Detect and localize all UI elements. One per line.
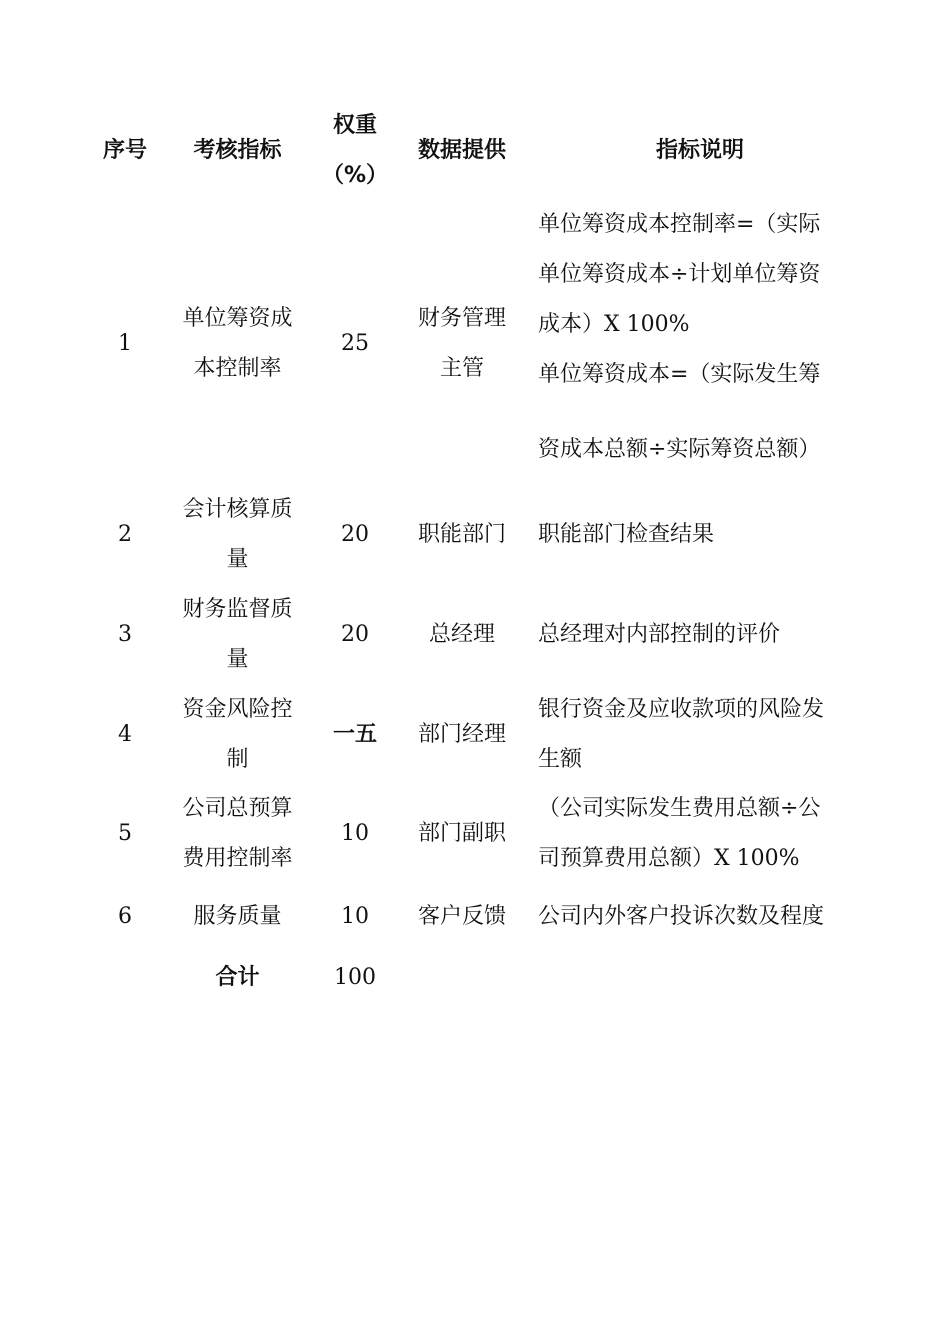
row2-weight: 20 — [341, 522, 369, 547]
header-seq: 序号 — [102, 138, 147, 163]
header-weight-line2: （%） — [321, 163, 389, 188]
row1-provider-line1: 财务管理 — [417, 306, 506, 331]
header-weight-line1: 权重 — [332, 113, 377, 138]
row3-weight: 20 — [341, 622, 369, 647]
row3-seq: 3 — [118, 622, 132, 647]
row4-weight: 一五 — [332, 722, 377, 747]
row2-indicator-line2: 量 — [226, 547, 249, 572]
row6-provider: 客户反馈 — [417, 904, 506, 929]
row6-indicator: 服务质量 — [193, 904, 282, 929]
row1-desc-line3: 成本）X 100% — [538, 312, 690, 337]
row4-indicator-line1: 资金风险控 — [182, 697, 293, 722]
row1-provider-line2: 主管 — [439, 356, 484, 381]
row4-desc-line2: 生额 — [538, 747, 583, 772]
total-weight: 100 — [334, 965, 376, 990]
row5-weight: 10 — [341, 821, 369, 846]
row3-indicator-line2: 量 — [226, 647, 249, 672]
row4-indicator-line2: 制 — [226, 747, 249, 772]
row4-provider: 部门经理 — [417, 722, 506, 747]
row6-weight: 10 — [341, 904, 369, 929]
row2-seq: 2 — [118, 522, 132, 547]
row2-desc: 职能部门检查结果 — [538, 522, 715, 547]
header-desc: 指标说明 — [655, 138, 744, 163]
header-indicator: 考核指标 — [193, 138, 282, 163]
row5-desc-line1: （公司实际发生费用总额÷公 — [538, 796, 821, 821]
row1-desc-line2: 单位筹资成本÷计划单位筹资 — [538, 262, 821, 287]
row5-seq: 5 — [118, 821, 132, 846]
row1-desc-line5: 资成本总额÷实际筹资总额） — [538, 437, 821, 462]
row5-provider: 部门副职 — [417, 821, 506, 846]
row1-desc-line4: 单位筹资成本=（实际发生筹 — [538, 362, 821, 387]
header-provider: 数据提供 — [417, 138, 506, 163]
row4-seq: 4 — [118, 722, 132, 747]
row6-seq: 6 — [118, 904, 132, 929]
row5-indicator-line1: 公司总预算 — [182, 796, 293, 821]
row3-indicator-line1: 财务监督质 — [182, 597, 293, 622]
row1-indicator-line2: 本控制率 — [193, 356, 282, 381]
row2-indicator-line1: 会计核算质 — [182, 497, 293, 522]
row5-desc-line2: 司预算费用总额）X 100% — [538, 846, 800, 871]
row1-weight: 25 — [341, 331, 369, 356]
row3-desc: 总经理对内部控制的评价 — [538, 622, 781, 647]
row1-desc-line1: 单位筹资成本控制率=（实际 — [538, 212, 821, 237]
row1-indicator-line1: 单位筹资成 — [182, 306, 293, 331]
row3-provider: 总经理 — [428, 622, 495, 647]
row2-provider: 职能部门 — [417, 522, 506, 547]
row1-seq: 1 — [118, 331, 132, 356]
total-label: 合计 — [215, 965, 260, 990]
row6-desc: 公司内外客户投诉次数及程度 — [538, 904, 825, 929]
row4-desc-line1: 银行资金及应收款项的风险发 — [538, 697, 825, 722]
row5-indicator-line2: 费用控制率 — [182, 846, 293, 871]
